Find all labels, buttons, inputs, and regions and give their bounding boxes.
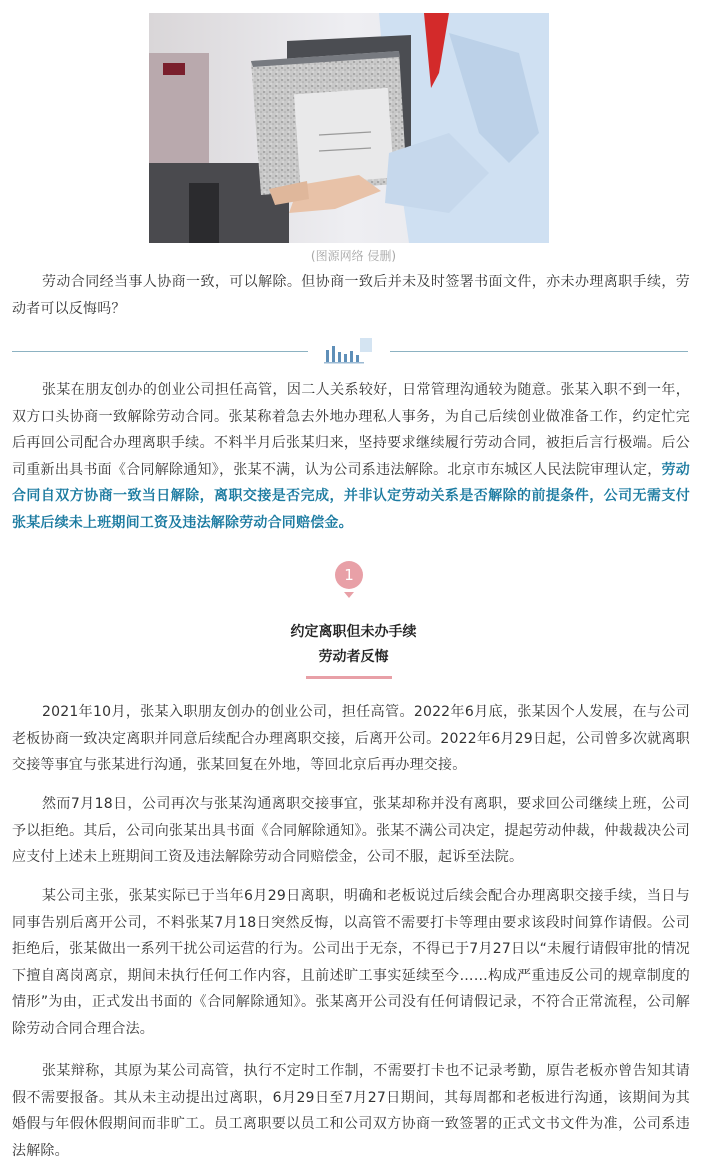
section-title-line1: 约定离职但未办手续 (290, 624, 417, 640)
office-worker-carrying-box-image (149, 13, 549, 243)
divider-line-left (12, 351, 308, 352)
badge-pointer (344, 592, 354, 598)
body-paragraph-2: 然而7月18日，公司再次与张某沟通离职交接事宜，张某却称并没有离职，要求回公司继续上班，公司予以拒绝。其后，公司向张某出具书面《合同解除通知》。张某不满公司决定，提起劳动仲裁，仲裁裁决公司应支付上述未上班期间工资及违法解除劳动合同赔偿金，公司不服，起诉至法院。 (12, 796, 690, 865)
section-number-badge: 1 (335, 561, 363, 589)
image-caption: (图源网络 侵删) (310, 249, 397, 263)
section-divider (12, 338, 688, 368)
intro-paragraph: 劳动合同经当事人协商一致，可以解除。但协商一致后并未及时签署书面文件，亦未办理离职手续，劳动者可以反悔吗？ (12, 274, 690, 317)
body-paragraph-4: 张某辩称，其原为某公司高管，执行不定时工作制，不需要打卡也不记录考勤，原告老板亦曾告知其请假不需要报备。其从未主动提出过离职，6月29日至7月27日期间，其每周都和老板进行沟通，该期间为其婚假与年假休假期间而非旷工。员工离职要以员工和公司双方协商一致签署的正式文书文件为准，公司系违法解除。 (12, 1063, 690, 1159)
article-photo (149, 13, 549, 243)
bar-chart-icon (322, 338, 378, 366)
summary-highlight: 劳动合同自双方协商一致当日解除，离职交接是否完成，并非认定劳动关系是否解除的前提条件，公司无需支付张某后续未上班期间工资及违法解除劳动合同赔偿金。 (12, 461, 690, 531)
section-title-line2: 劳动者反悔 (318, 649, 389, 665)
title-underline (306, 676, 392, 679)
summary-text: 张某在朋友创办的创业公司担任高管，因二人关系较好，日常管理沟通较为随意。张某入职不到一年，双方口头协商一致解除劳动合同。张某称着急去外地办理私人事务，为自己后续创业做准备工作，约定忙完后再回公司配合办理离职手续。不料半月后张某归来，坚持要求继续履行劳动合同，被拒后言行极端。后公司重新出具书面《合同解除通知》，张某不满，认为公司系违法解除。北京市东城区人民法院审理认定， (12, 382, 690, 478)
divider-line-right (390, 351, 688, 352)
summary-paragraph (12, 377, 690, 536)
body-paragraph-1: 2021年10月，张某入职朋友创办的创业公司，担任高管。2022年6月底，张某因个人发展，在与公司老板协商一致决定离职并同意后续配合办理离职交接，后离开公司。2022年6月29日起，公司曾多次就离职交接等事宜与张某进行沟通，张某回复在外地，等回北京后再办理交接。 (12, 704, 690, 773)
body-paragraph-3: 某公司主张，张某实际已于当年6月29日离职，明确和老板说过后续会配合办理离职交接手续，当日与同事告别后离开公司，不料张某7月18日突然反悔，以高管不需要打卡等理由要求该段时间算作请假。公司拒绝后，张某做出一系列干扰公司运营的行为。公司出于无奈，不得已于7月27日以“未履行请假审批的情况下擅自离岗离京，期间未执行任何工作内容，且前述旷工事实延续至今……构成严重违反公司的规章制度的情形”为由，正式发出书面的《合同解除通知》。张某离开公司没有任何请假记录，不符合正常流程，公司解除劳动合同合理合法。 (12, 888, 690, 1037)
